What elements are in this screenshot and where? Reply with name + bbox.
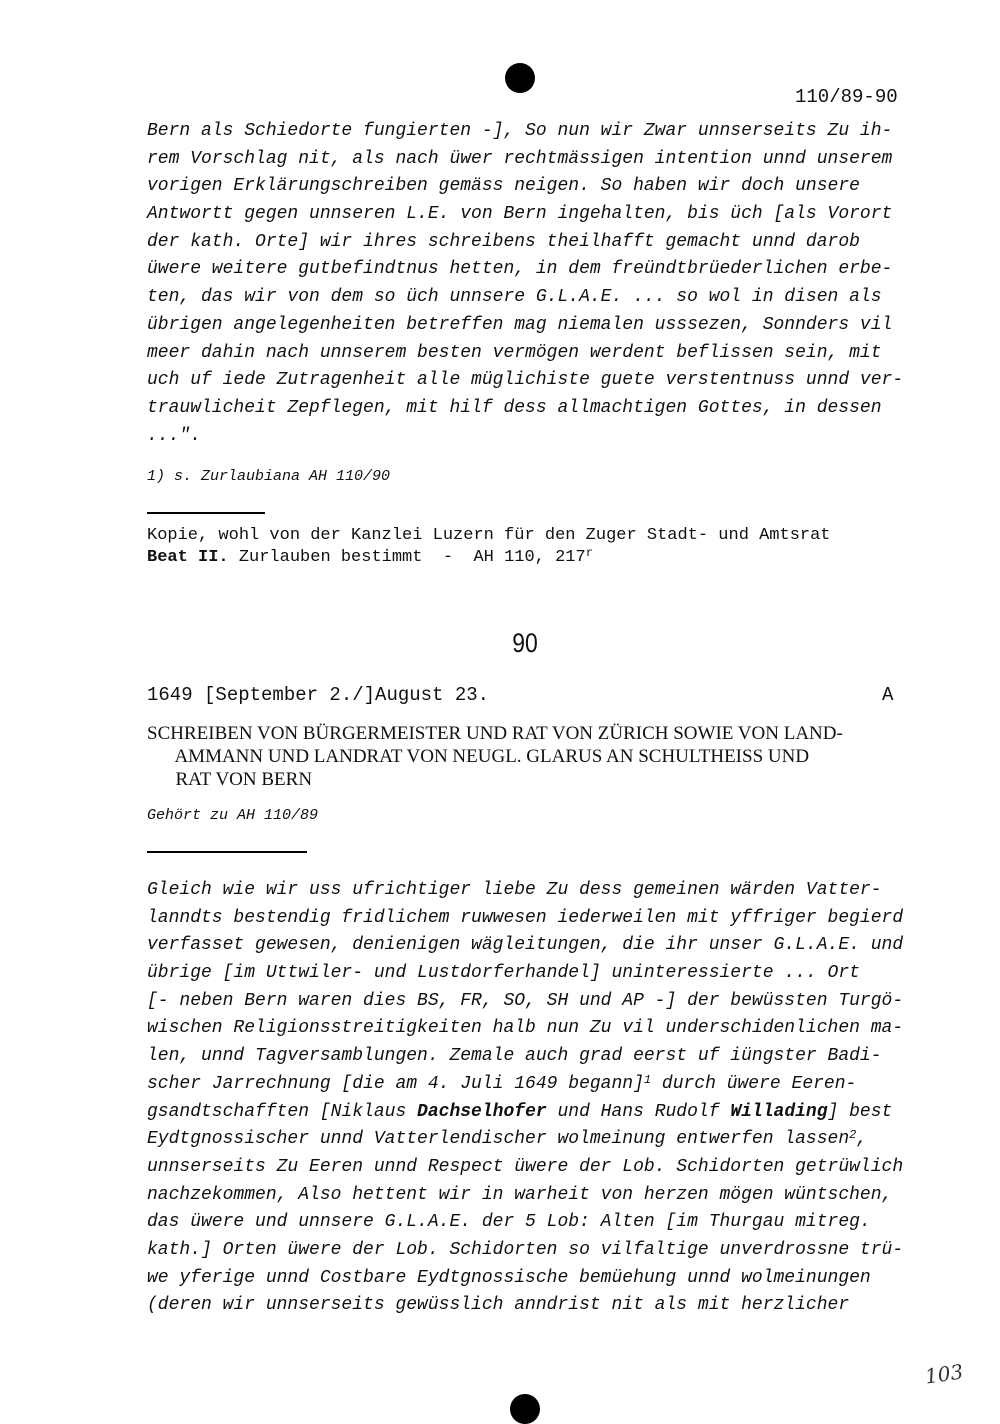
bold-name: Dachselhofer bbox=[417, 1101, 547, 1122]
heading-line: RAT VON BERN bbox=[147, 769, 313, 790]
letter-mark: A bbox=[882, 684, 894, 706]
document-number: 90 bbox=[512, 628, 538, 658]
text-run: verfasset gewesen, denienigen wägleitungen, die ihr unser G.L.A.E. und bbox=[147, 935, 904, 956]
text-run: we yferige unnd Costbare Eydtgnossische bemüehung unnd wolmeinungen bbox=[147, 1267, 871, 1288]
text-line bbox=[147, 1126, 903, 1154]
text-run: durch üwere Eeren- bbox=[651, 1073, 857, 1094]
text-run: der kath. Orte] wir ihres schreibens theilhafft gemacht unnd darob bbox=[147, 231, 860, 252]
text-run: meer dahin nach unnserem besten vermögen werdent beflissen sein, mit bbox=[147, 342, 882, 363]
source-note-sup: r bbox=[585, 546, 593, 560]
section-rule bbox=[147, 851, 307, 853]
source-note-name: Beat II. bbox=[147, 548, 229, 567]
source-note-line-2 bbox=[147, 547, 831, 569]
text-run: kath.] Orten üwere der Lob. Schidorten so vilfaltige unverdrossne trü- bbox=[147, 1239, 904, 1260]
text-line bbox=[147, 1209, 903, 1237]
text-run: übrigen angelegenheiten betreffen mag niemalen usssezen, Sonnders vil bbox=[147, 314, 893, 335]
text-line bbox=[147, 932, 903, 960]
source-note bbox=[147, 525, 831, 569]
text-run: (deren wir unnserseits gewüsslich anndrist nit als mit herzlicher bbox=[147, 1295, 850, 1316]
text-line bbox=[147, 367, 903, 395]
text-run: scher Jarrechnung [die am 4. Juli 1649 begann] bbox=[147, 1073, 644, 1094]
source-note-line-1: Kopie, wohl von der Kanzlei Luzern für den Zuger Stadt- und Amtsrat bbox=[147, 526, 831, 545]
text-run: wischen Religionsstreitigkeiten halb nun Zu vil underschidenlichen ma- bbox=[147, 1018, 904, 1039]
text-line bbox=[147, 1182, 903, 1210]
text-line bbox=[147, 173, 903, 201]
text-line bbox=[147, 1015, 903, 1043]
handwritten-folio-number: 103 bbox=[923, 1359, 965, 1389]
text-run: [- neben Bern waren dies BS, FR, SO, SH und AP -] der bewüssten Turgö- bbox=[147, 990, 904, 1011]
text-run: lanndts bestendig fridlichem ruwwesen iederweilen mit yffriger begierd bbox=[147, 907, 904, 928]
punch-hole-dot-top bbox=[505, 63, 535, 93]
text-line bbox=[147, 146, 903, 174]
text-run: uch uf iede Zutragenheit alle müglichiste guete verstentnuss unnd ver- bbox=[147, 370, 904, 391]
text-line bbox=[147, 312, 903, 340]
text-line bbox=[147, 905, 903, 933]
text-run: Antwortt gegen unnseren L.E. von Bern ingehalten, bis üch [als Vorort bbox=[147, 204, 893, 225]
text-run: trauwlicheit Zepflegen, mit hilf dess allmachtigen Gottes, in dessen bbox=[147, 397, 882, 418]
text-line bbox=[147, 1292, 903, 1320]
text-run: len, unnd Tagversamblungen. Zemale auch grad eerst uf iüngster Badi- bbox=[147, 1046, 882, 1067]
text-line bbox=[147, 256, 903, 284]
text-line bbox=[147, 340, 903, 368]
heading-line: AMMANN UND LANDRAT VON NEUGL. GLARUS AN SCHULTHEISS UND bbox=[147, 746, 810, 767]
footnote-rule bbox=[147, 512, 265, 514]
text-line bbox=[147, 1265, 903, 1293]
date-line: 1649 [September 2./]August 23. bbox=[147, 684, 490, 706]
text-line bbox=[147, 229, 903, 257]
source-note-reference: Zurlauben bestimmt - AH 110, 217 bbox=[228, 548, 586, 567]
text-run: Eydtgnossischer unnd Vatterlendischer wolmeinung entwerfen lassen bbox=[147, 1129, 850, 1150]
footnote-ref: 1 bbox=[643, 1072, 652, 1087]
text-line bbox=[147, 1071, 903, 1099]
text-run: ...". bbox=[147, 425, 202, 446]
text-line bbox=[147, 1154, 903, 1182]
text-line bbox=[147, 1043, 903, 1071]
page-reference: 110/89-90 bbox=[795, 86, 898, 108]
text-run: üwere weitere gutbefindtnus hetten, in dem freündtbrüederlichen erbe- bbox=[147, 259, 893, 280]
text-run: rem Vorschlag nit, als nach üwer rechtmässigen intention unnd unserem bbox=[147, 148, 893, 169]
bold-name: Willading bbox=[730, 1101, 828, 1122]
text-run: und Hans Rudolf bbox=[546, 1101, 731, 1122]
text-run: ten, das wir von dem so üch unnsere G.L.A.E. ... so wol in disen als bbox=[147, 287, 882, 308]
text-run: das üwere und unnsere G.L.A.E. der 5 Lob: Alten [im Thurgau mitreg. bbox=[147, 1212, 871, 1233]
text-line bbox=[147, 877, 903, 905]
heading-line: SCHREIBEN VON BÜRGERMEISTER UND RAT VON ZÜRICH SOWIE VON LAND- bbox=[147, 723, 843, 744]
document-heading bbox=[147, 722, 843, 791]
text-line bbox=[147, 988, 903, 1016]
text-run: Gleich wie wir uss ufrichtiger liebe Zu dess gemeinen wärden Vatter- bbox=[147, 880, 882, 900]
text-run: vorigen Erklärungschreiben gemäss neigen. So haben wir doch unsere bbox=[147, 176, 860, 197]
text-line bbox=[147, 395, 903, 423]
text-run: , bbox=[856, 1129, 868, 1150]
text-run: gsandtschafften [Niklaus bbox=[147, 1101, 418, 1122]
text-line bbox=[147, 1237, 903, 1265]
footnote-ref: 2 bbox=[849, 1128, 857, 1143]
text-line bbox=[147, 118, 903, 146]
paragraph-1 bbox=[147, 118, 903, 450]
text-run: Bern als Schiedorte fungierten -], So nun wir Zwar unnserseits Zu ih- bbox=[147, 121, 893, 141]
text-run: ] best bbox=[827, 1101, 893, 1122]
text-run: übrige [im Uttwiler- und Lustdorferhandel] uninteressierte ... Ort bbox=[147, 963, 860, 984]
footnote-1: 1) s. Zurlaubiana AH 110/90 bbox=[147, 468, 391, 485]
text-line bbox=[147, 201, 903, 229]
punch-hole-dot-bottom bbox=[510, 1394, 540, 1424]
text-line bbox=[147, 423, 903, 451]
text-line bbox=[147, 1099, 903, 1127]
text-line bbox=[147, 960, 903, 988]
paragraph-2 bbox=[147, 877, 903, 1320]
text-line bbox=[147, 284, 903, 312]
belongs-to-note: Gehört zu AH 110/89 bbox=[147, 807, 319, 824]
text-run: unnserseits Zu Eeren unnd Respect üwere der Lob. Schidorten getrüwlich bbox=[147, 1156, 904, 1177]
text-run: nachzekommen, Also hettent wir in warheit von herzen mögen wüntschen, bbox=[147, 1184, 893, 1205]
